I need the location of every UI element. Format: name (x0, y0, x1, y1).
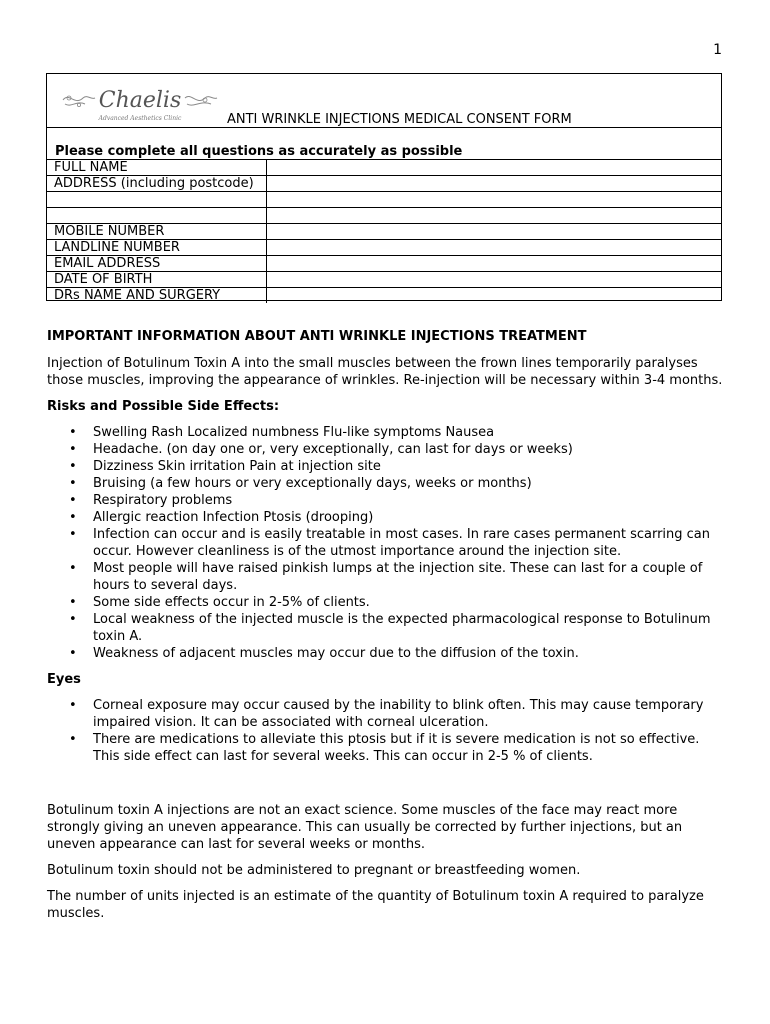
field-label-address-line-3 (47, 208, 267, 224)
eyes-list (47, 697, 727, 765)
form-instructions: Please complete all questions as accurately as possible (55, 144, 463, 159)
page-number: 1 (713, 42, 722, 58)
field-label-address: ADDRESS (including postcode) (47, 176, 267, 192)
paragraph-not-exact-science: Botulinum toxin A injections are not an exact science. Some muscles of the face may react more strongly giving an uneven appearance. This can usually be corrected by further injections, but an uneven appearance can last for several weeks or months. (47, 803, 683, 852)
field-value-email[interactable] (267, 256, 722, 272)
paragraph-units: The number of units injected is an estimate of the quantity of Botulinum toxin A required to paralyze muscles. (47, 889, 704, 921)
list-item: • Corneal exposure may occur caused by the inability to blink often. This may cause temporary impaired vision. It can be associated with corneal ulceration. (93, 697, 727, 731)
list-item: • Bruising (a few hours or very exceptionally days, weeks or months) (93, 475, 727, 492)
table-row (47, 224, 721, 240)
list-item: • Respiratory problems (93, 492, 727, 509)
list-item: • Most people will have raised pinkish lumps at the injection site. These can last for a couple of hours to several days. (93, 560, 727, 594)
section-spacer (47, 774, 727, 802)
table-row (47, 192, 721, 208)
paragraph-pregnancy: Botulinum toxin should not be administered to pregnant or breastfeeding women. (47, 863, 581, 878)
list-item: • Local weakness of the injected muscle is the expected pharmacological response to Botulinum toxin A. (93, 611, 727, 645)
information-section (47, 328, 727, 931)
table-row (47, 208, 721, 224)
table-row (47, 272, 721, 288)
list-item: • Allergic reaction Infection Ptosis (drooping) (93, 509, 727, 526)
table-row (47, 256, 721, 272)
field-label-dob: DATE OF BIRTH (47, 272, 267, 288)
logo-wordmark: Chaelis (98, 88, 182, 113)
logo-graphic (55, 78, 225, 126)
clinic-logo (55, 78, 225, 126)
field-value-mobile[interactable] (267, 224, 722, 240)
logo-tagline: Advanced Aesthetics Clinic (98, 115, 182, 122)
field-value-landline[interactable] (267, 240, 722, 256)
list-item: • Headache. (on day one or, very exceptionally, can last for days or weeks) (93, 441, 727, 458)
table-row (47, 288, 721, 304)
field-label-doctor: DRs NAME AND SURGERY (47, 288, 267, 304)
field-label-address-line-2 (47, 192, 267, 208)
table-row (47, 240, 721, 256)
list-item: • Infection can occur and is easily treatable in most cases. In rare cases permanent scarring can occur. However cleanliness is of the utmost importance around the injection site. (93, 526, 727, 560)
field-value-doctor[interactable] (267, 288, 722, 304)
form-header (47, 74, 721, 128)
list-item: • Some side effects occur in 2-5% of clients. (93, 594, 727, 611)
risks-list (47, 424, 727, 662)
list-item: • Weakness of adjacent muscles may occur due to the diffusion of the toxin. (93, 645, 727, 662)
field-label-mobile: MOBILE NUMBER (47, 224, 267, 240)
field-value-address-line-3[interactable] (267, 208, 722, 224)
table-row (47, 160, 721, 176)
list-item: • Dizziness Skin irritation Pain at injection site (93, 458, 727, 475)
form-title: ANTI WRINKLE INJECTIONS MEDICAL CONSENT FORM (227, 112, 572, 127)
list-item: • There are medications to alleviate this ptosis but if it is severe medication is not so effective. This side effect can last for several weeks. This can occur in 2-5 % of clients. (93, 731, 727, 765)
risks-heading: Risks and Possible Side Effects: (47, 399, 280, 414)
info-heading: IMPORTANT INFORMATION ABOUT ANTI WRINKLE INJECTIONS TREATMENT (47, 329, 587, 344)
consent-form-box (46, 73, 722, 301)
field-value-address-line-2[interactable] (267, 192, 722, 208)
list-item: • Swelling Rash Localized numbness Flu-like symptoms Nausea (93, 424, 727, 441)
table-row (47, 176, 721, 192)
field-value-address[interactable] (267, 176, 722, 192)
info-intro: Injection of Botulinum Toxin A into the small muscles between the frown lines temporarily paralyses those muscles, improving the appearance of wrinkles. Re-injection will be necessary within 3-4 months. (47, 356, 723, 388)
field-label-email: EMAIL ADDRESS (47, 256, 267, 272)
field-label-full-name: FULL NAME (47, 160, 267, 176)
field-value-full-name[interactable] (267, 160, 722, 176)
eyes-heading: Eyes (47, 672, 81, 687)
field-value-dob[interactable] (267, 272, 722, 288)
patient-details-table (47, 159, 721, 303)
field-label-landline: LANDLINE NUMBER (47, 240, 267, 256)
